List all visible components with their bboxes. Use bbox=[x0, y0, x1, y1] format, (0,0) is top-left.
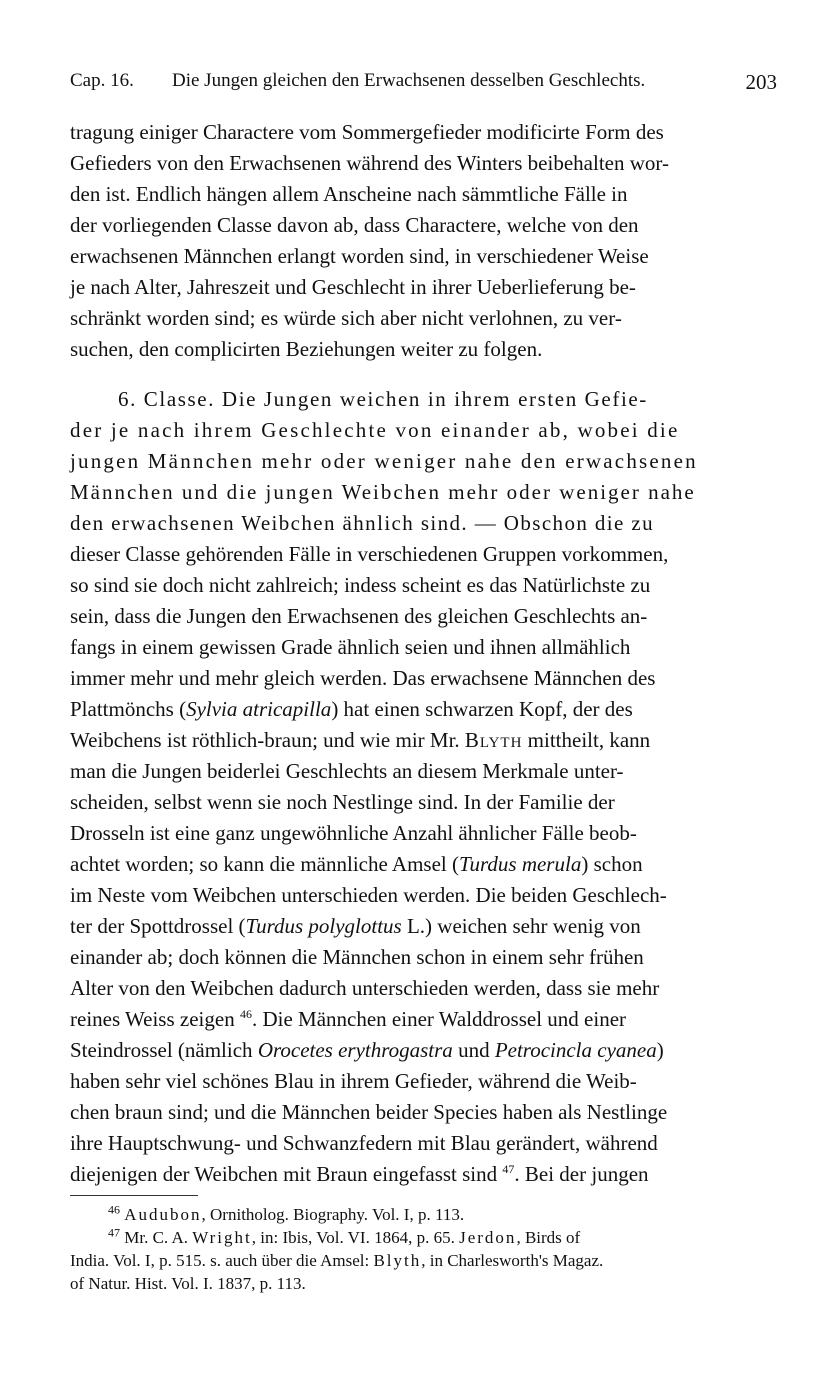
running-header bbox=[70, 70, 777, 100]
body-line: Drosseln ist eine ganz ungewöhnliche Anzahl ähnlicher Fälle beob- bbox=[70, 821, 637, 845]
body-line: den erwachsenen Weibchen ähnlich sind. — Obschon die zu bbox=[70, 511, 655, 535]
body-line bbox=[70, 1038, 777, 1070]
species-name: Sylvia atricapilla bbox=[186, 697, 332, 721]
footnote-ref[interactable]: 46 bbox=[239, 1007, 252, 1021]
body-line: erwachsenen Männchen erlangt worden sind, in verschiedener Weise bbox=[70, 244, 649, 268]
body-line: schränkt worden sind; es würde sich aber nicht verlohnen, zu ver- bbox=[70, 306, 622, 330]
section-heading-line: 6. Classe. Die Jungen weichen in ihrem ersten Gefie- bbox=[118, 387, 648, 411]
text-run: diejenigen der Weibchen mit Braun eingefasst sind bbox=[70, 1162, 503, 1186]
body-line: man die Jungen beiderlei Geschlechts an diesem Merkmale unter- bbox=[70, 759, 624, 783]
text-run: , in Charlesworth's Magaz. bbox=[421, 1251, 604, 1270]
chapter-label: Cap. 16. bbox=[70, 70, 134, 91]
text-run: und bbox=[452, 1038, 495, 1062]
body-line bbox=[70, 697, 777, 729]
species-name: Orocetes erythrogastra bbox=[257, 1038, 453, 1062]
species-name: Turdus merula bbox=[458, 852, 582, 876]
footnote-47-cont: of Natur. Hist. Vol. I. 1837, p. 113. bbox=[70, 1274, 306, 1293]
body-line: der vorliegenden Classe davon ab, dass Charactere, welche von den bbox=[70, 213, 639, 237]
body-line: dieser Classe gehörenden Fälle in verschiedenen Gruppen vorkommen, bbox=[70, 542, 669, 566]
author-name: Jerdon bbox=[459, 1228, 517, 1247]
body-line: Gefieders von den Erwachsenen während des Winters beibehalten wor- bbox=[70, 151, 669, 175]
body-line: den ist. Endlich hängen allem Anscheine nach sämmtliche Fälle in bbox=[70, 182, 628, 206]
species-name: Petrocincla cyanea bbox=[494, 1038, 657, 1062]
body-line bbox=[70, 914, 777, 946]
footnote-ref[interactable]: 47 bbox=[502, 1162, 515, 1176]
text-run: reines Weiss zeigen bbox=[70, 1007, 240, 1031]
body-line: haben sehr viel schönes Blau in ihrem Gefieder, während die Weib- bbox=[70, 1069, 637, 1093]
body-line: im Neste vom Weibchen unterschieden werden. Die beiden Geschlech- bbox=[70, 883, 667, 907]
body-line bbox=[70, 1162, 777, 1194]
body-line bbox=[70, 852, 777, 884]
text-run: ) bbox=[656, 1038, 664, 1062]
author-name: Wright bbox=[192, 1228, 252, 1247]
body-line: fangs in einem gewissen Grade ähnlich seien und ihnen allmählich bbox=[70, 635, 631, 659]
footnote-mark: 47 bbox=[108, 1225, 120, 1240]
text-run: ter der Spottdrossel ( bbox=[70, 914, 246, 938]
text-run: , Birds of bbox=[516, 1228, 581, 1247]
text-run: ) hat einen schwarzen Kopf, der des bbox=[331, 697, 633, 721]
body-line bbox=[70, 728, 777, 760]
body-line: sein, dass die Jungen den Erwachsenen des gleichen Geschlechts an- bbox=[70, 604, 648, 628]
body-line: Männchen und die jungen Weibchen mehr oder weniger nahe bbox=[70, 480, 696, 504]
body-line: scheiden, selbst wenn sie noch Nestlinge sind. In der Familie der bbox=[70, 790, 615, 814]
body-line: ihre Hauptschwung- und Schwanzfedern mit Blau gerändert, während bbox=[70, 1131, 658, 1155]
text-run: , Ornitholog. Biography. Vol. I, p. 113. bbox=[201, 1205, 465, 1224]
footnote-46 bbox=[108, 1202, 777, 1225]
body-line: suchen, den complicirten Beziehungen weiter zu folgen. bbox=[70, 337, 543, 361]
species-name: Turdus polyglottus bbox=[245, 914, 402, 938]
text-run: Weibchens ist röthlich-braun; und wie mir Mr. bbox=[70, 728, 465, 752]
body-line: tragung einiger Charactere vom Sommergefieder modificirte Form des bbox=[70, 120, 664, 144]
author-name: Blyth bbox=[373, 1251, 422, 1270]
page-number: 203 bbox=[745, 70, 777, 94]
body-line: der je nach ihrem Geschlechte von einander ab, wobei die bbox=[70, 418, 680, 442]
body-line: chen braun sind; und die Männchen beider Species haben als Nestlinge bbox=[70, 1100, 668, 1124]
author-name: Blyth bbox=[464, 728, 523, 752]
body-line bbox=[70, 1007, 777, 1039]
footnote-mark: 46 bbox=[108, 1202, 120, 1217]
text-run: , in: Ibis, Vol. VI. 1864, p. 65. bbox=[251, 1228, 460, 1247]
text-run: . Die Männchen einer Walddrossel und einer bbox=[251, 1007, 627, 1031]
footnote-47 bbox=[108, 1225, 777, 1248]
body-line: einander ab; doch können die Männchen schon in einem sehr frühen bbox=[70, 945, 644, 969]
body-line: immer mehr und mehr gleich werden. Das erwachsene Männchen des bbox=[70, 666, 656, 690]
text-run: ) schon bbox=[581, 852, 643, 876]
text-run: India. Vol. I, p. 515. s. auch über die Amsel: bbox=[70, 1251, 374, 1270]
body-line: so sind sie doch nicht zahlreich; indess scheint es das Natürlichste zu bbox=[70, 573, 651, 597]
body-line: Alter von den Weibchen dadurch unterschieden werden, dass sie mehr bbox=[70, 976, 660, 1000]
text-run: . Bei der jungen bbox=[514, 1162, 649, 1186]
text-run: achtet worden; so kann die männliche Amsel ( bbox=[70, 852, 459, 876]
running-title: Die Jungen gleichen den Erwachsenen desselben Geschlechts. bbox=[172, 70, 646, 91]
body-line: jungen Männchen mehr oder weniger nahe den erwachsenen bbox=[70, 449, 698, 473]
body-line: je nach Alter, Jahreszeit und Geschlecht in ihrer Ueberlieferung be- bbox=[70, 275, 636, 299]
author-name: Audubon bbox=[124, 1205, 202, 1224]
text-run: L.) weichen sehr wenig von bbox=[401, 914, 641, 938]
text-run: Plattmönchs ( bbox=[70, 697, 187, 721]
text-run: mittheilt, kann bbox=[522, 728, 651, 752]
footnote-divider bbox=[70, 1195, 198, 1196]
text-run: Mr. C. A. bbox=[124, 1228, 193, 1247]
text-run: Steindrossel (nämlich bbox=[70, 1038, 258, 1062]
footnote-47-cont bbox=[70, 1251, 777, 1271]
